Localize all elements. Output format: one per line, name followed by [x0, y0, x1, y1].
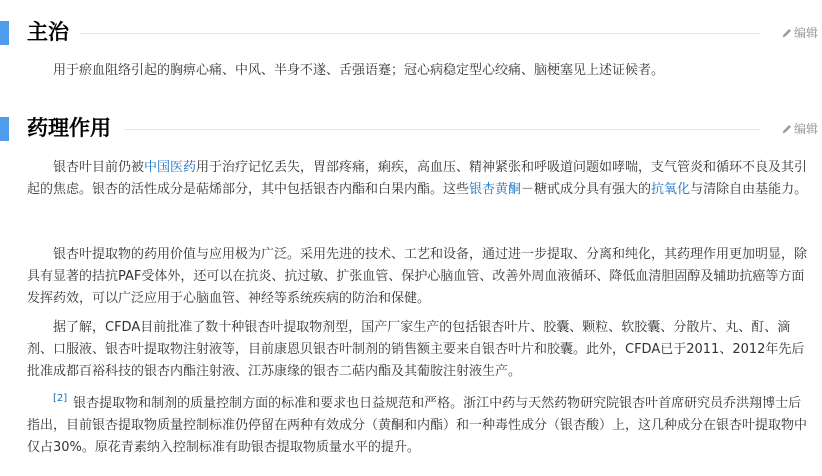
- paragraph-text: 银杏提取物和制剂的质量控制方面的标准和要求也日益规范和严格。浙江中药与天然药物研究院银杏叶首席研究员乔洪翔博士后指出，目前银杏提取物质量控制标准仍停留在两种有效成分（黄酮和内酯）和一种毒性成分（银杏酸）上，这几种成分在银杏叶提取物中仅占30%。原花青素纳入控制标准有助银杏提取物质量水平的提升。: [27, 396, 808, 455]
- section-paragraph: [27, 60, 813, 82]
- paragraph-text: －糖甙成分具有强大的: [521, 182, 652, 197]
- paragraph-text: 银杏叶目前仍被: [53, 160, 145, 175]
- pencil-icon: [781, 123, 793, 135]
- section-divider: [124, 129, 760, 130]
- paragraph-text: 与清除自由基能力。: [690, 182, 808, 197]
- paragraph-text: 银杏叶提取物的药用价值与应用极为广泛。采用先进的技术、工艺和设备，通过进一步提取、分离和纯化，其药理作用更加明显，除具有显著的拮抗PAF受体外，还可以在抗炎、抗过敏、扩张血管、保护心脑血管、改善外周血液循环、降低血清胆固醇及辅助抗癌等方面发挥药效，可以广泛应用于心脑血管、神经等系统疾病的防治和保健。: [27, 247, 808, 306]
- edit-button[interactable]: [781, 121, 818, 137]
- edit-label: 编辑: [793, 26, 818, 40]
- edit-button[interactable]: [781, 25, 818, 41]
- section-accent-bar: [0, 117, 9, 141]
- reference-link[interactable]: [2]: [53, 393, 68, 404]
- section-divider: [80, 33, 760, 34]
- link-kang-yanghua[interactable]: 抗氧化: [651, 182, 691, 197]
- section-title: 药理作用: [27, 116, 111, 140]
- paragraph-text: 用于瘀血阻络引起的胸痹心痛、中风、半身不遂、舌强语蹇；冠心病稳定型心绞痛、脑梗塞见上述证候者。: [53, 63, 665, 78]
- section-header-zhuzhi: [0, 13, 822, 53]
- section-paragraph: [27, 317, 813, 383]
- section-paragraph: [27, 388, 813, 459]
- edit-label: 编辑: [793, 122, 818, 136]
- section-header-yaoli: [0, 109, 822, 149]
- paragraph-text: 用于治疗记忆丢失，胃部疼痛，痢疾，高血压、精神紧张和呼吸道问题如哮喘，支气管炎和循环不良及其引起的焦虑。银杏的活性成分是萜烯部分，其中包括银杏内酯和白果内酯。这些: [27, 160, 808, 197]
- pencil-icon: [781, 27, 793, 39]
- section-accent-bar: [0, 21, 9, 45]
- section-title: 主治: [27, 20, 69, 44]
- section-paragraph: [27, 244, 813, 310]
- paragraph-text: 据了解，CFDA目前批准了数十种银杏叶提取物剂型，国产厂家生产的包括银杏叶片、胶囊、颗粒、软胶囊、分散片、丸、酊、滴剂、口服液、银杏叶提取物注射液等，目前康恩贝银杏叶制剂的销售额主要来自银杏叶片和胶囊。此外，CFDA已于2011、2012年先后批准成都百裕科技的银杏内酯注射液、江苏康缘的银杏二萜内酯及其葡胺注射液生产。: [27, 320, 805, 379]
- link-yinxing-huangtong[interactable]: 银杏黄酮: [469, 182, 522, 197]
- section-paragraph: [27, 157, 813, 201]
- link-zhongguo-yiyao[interactable]: 中国医药: [144, 160, 197, 175]
